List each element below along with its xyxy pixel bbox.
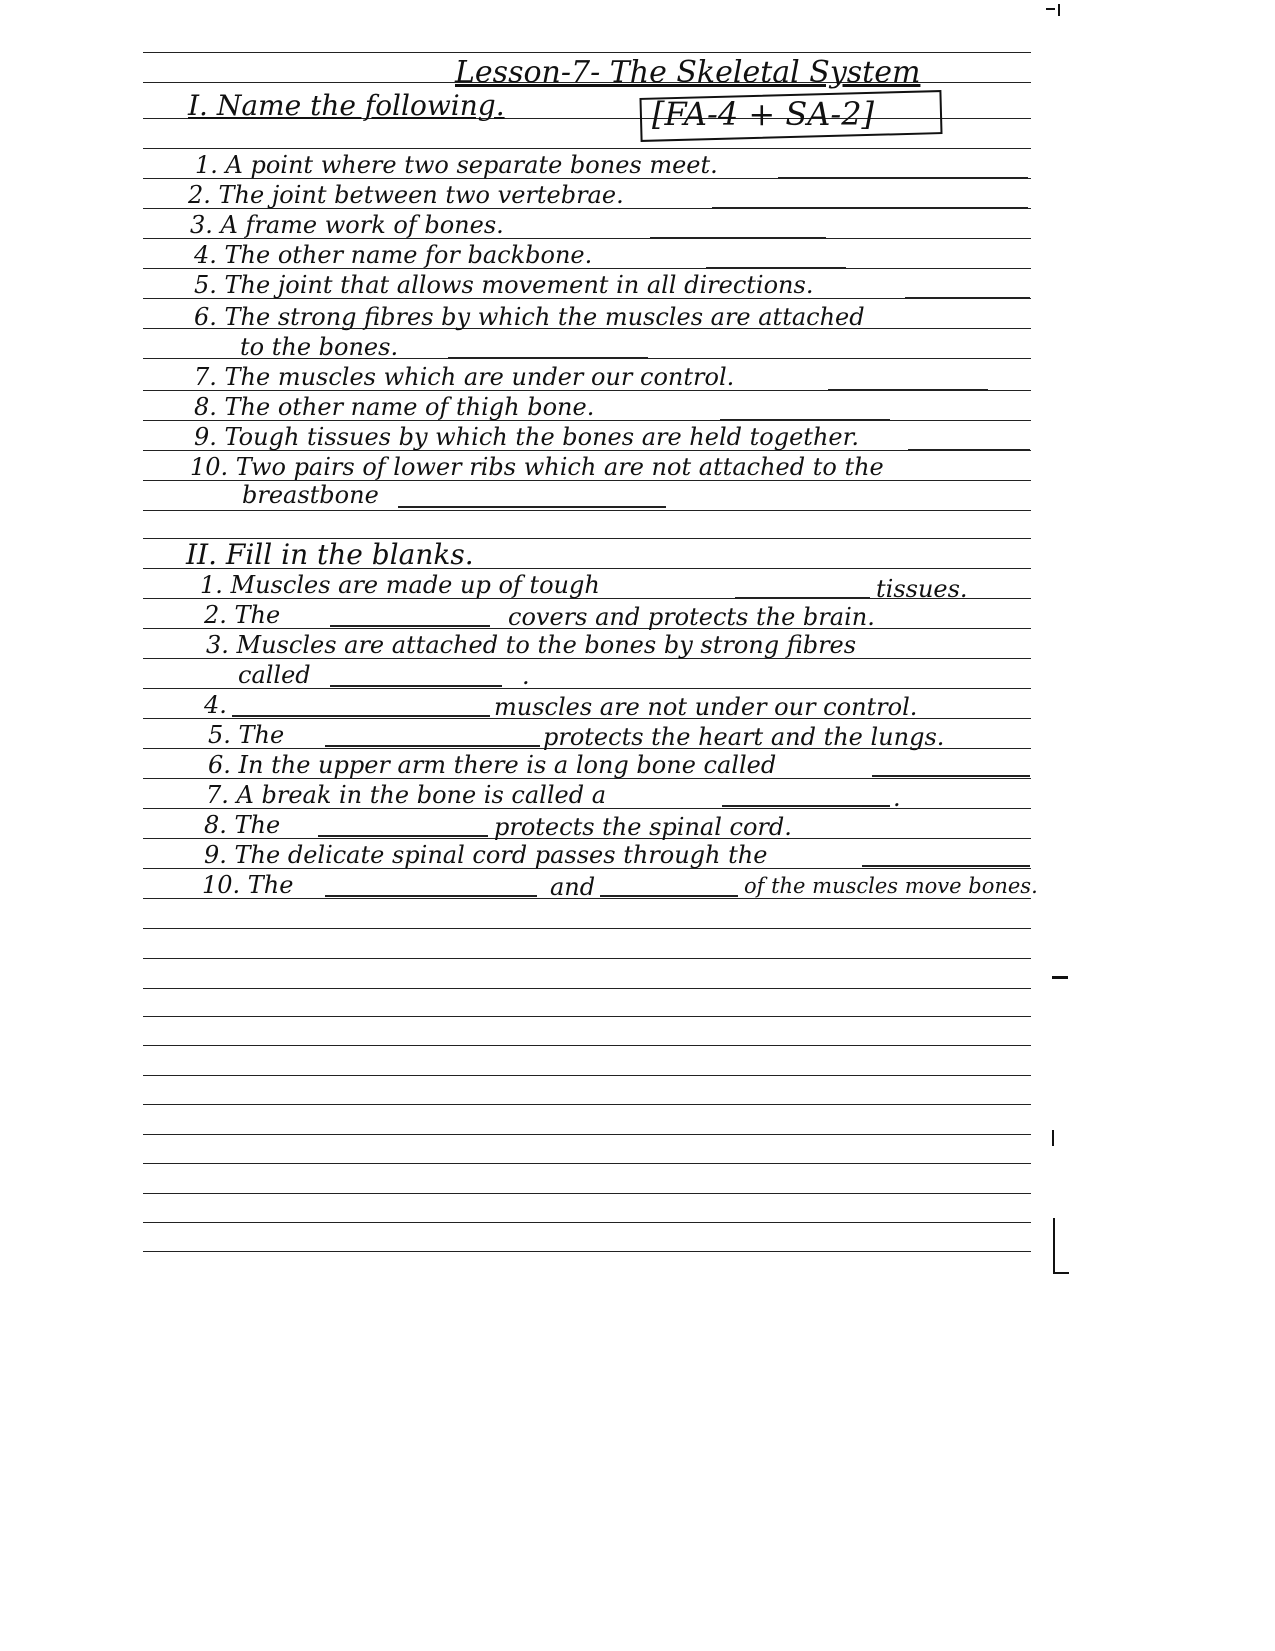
answer-blank (706, 267, 846, 269)
answer-blank (650, 237, 826, 239)
fill-item-3-a: 3. Muscles are attached to the bones by strong fibres (206, 631, 857, 659)
section-1-heading: I. Name the following. (188, 89, 505, 122)
fill-item-6-a: 6. In the upper arm there is a long bone called (208, 751, 777, 779)
fill-item-9-a: 9. The delicate spinal cord passes through the (204, 841, 768, 869)
fill-blank (318, 835, 488, 837)
fill-blank (735, 597, 870, 599)
answer-blank (448, 357, 648, 359)
fill-item-1-b: tissues. (876, 575, 968, 603)
ruled-line (143, 1016, 1031, 1017)
name-item-9: 9. Tough tissues by which the bones are held together. (194, 423, 860, 451)
ruled-line (143, 148, 1031, 149)
answer-blank (398, 506, 666, 508)
ruled-line (143, 1193, 1031, 1194)
fill-item-10-a: 10. The (202, 871, 294, 899)
ruled-line (143, 928, 1031, 929)
answer-blank (828, 389, 988, 391)
ruled-line (143, 1075, 1031, 1076)
name-item-4: 4. The other name for backbone. (194, 241, 593, 269)
answer-blank (908, 449, 1030, 451)
fill-item-2-a: 2. The (204, 601, 281, 629)
fill-item-10-c: of the muscles move bones. (744, 874, 1038, 898)
ruled-line (143, 1045, 1031, 1046)
fill-item-4-b: muscles are not under our control. (494, 693, 918, 721)
answer-blank (905, 297, 1030, 299)
scan-mark (1053, 1272, 1069, 1274)
fill-item-2-b: covers and protects the brain. (508, 603, 875, 631)
fill-item-3-cont: called (238, 661, 311, 689)
fill-item-3-b: . (522, 662, 530, 690)
fill-blank (325, 895, 537, 897)
ruled-line (143, 988, 1031, 989)
fill-blank (600, 895, 738, 897)
fill-item-8-b: protects the spinal cord. (494, 813, 792, 841)
fill-item-1-a: 1. Muscles are made up of tough (200, 571, 600, 599)
answer-blank (712, 207, 1028, 209)
scan-mark (1052, 976, 1068, 979)
ruled-line (143, 1251, 1031, 1252)
fill-item-8-a: 8. The (204, 811, 281, 839)
fill-blank (722, 805, 890, 807)
fill-item-7-a: 7. A break in the bone is called a (206, 781, 607, 809)
ruled-line (143, 1104, 1031, 1105)
name-item-1: 1. A point where two separate bones meet. (195, 151, 718, 179)
fill-item-5-b: protects the heart and the lungs. (543, 723, 945, 751)
fill-blank (330, 685, 502, 687)
name-item-8: 8. The other name of thigh bone. (194, 393, 595, 421)
scan-mark (1052, 1130, 1054, 1146)
ruled-line (143, 958, 1031, 959)
fill-blank (862, 865, 1030, 867)
name-item-10-cont: breastbone (242, 481, 379, 509)
answer-blank (778, 177, 1028, 179)
scan-mark (1053, 1218, 1055, 1273)
ruled-line (143, 1163, 1031, 1164)
name-item-6: 6. The strong fibres by which the muscles are attached (194, 303, 865, 331)
page-title: Lesson-7- The Skeletal System (455, 55, 921, 90)
ruled-line (143, 510, 1031, 511)
fill-item-4-a: 4. (204, 691, 227, 719)
scan-mark (1058, 4, 1060, 16)
fill-blank (872, 775, 1030, 777)
section-2-heading: II. Fill in the blanks. (186, 538, 474, 571)
name-item-10: 10. Two pairs of lower ribs which are not attached to the (190, 453, 884, 481)
answer-blank (720, 419, 890, 421)
name-item-2: 2. The joint between two vertebrae. (188, 181, 624, 209)
name-item-7: 7. The muscles which are under our control. (194, 363, 735, 391)
name-item-5: 5. The joint that allows movement in all directions. (194, 271, 814, 299)
fill-blank (325, 745, 540, 747)
fill-item-10-b: and (550, 873, 596, 901)
assessment-tag: [FA-4 + SA-2] (652, 95, 875, 133)
fill-blank (232, 715, 490, 717)
fill-item-7-b: . (893, 784, 901, 812)
ruled-line (143, 1134, 1031, 1135)
fill-item-5-a: 5. The (208, 721, 285, 749)
fill-blank (330, 625, 490, 627)
scan-mark (1046, 8, 1055, 10)
name-item-6-cont: to the bones. (240, 333, 399, 361)
ruled-line (143, 1222, 1031, 1223)
ruled-line (143, 52, 1031, 53)
name-item-3: 3. A frame work of bones. (190, 211, 504, 239)
